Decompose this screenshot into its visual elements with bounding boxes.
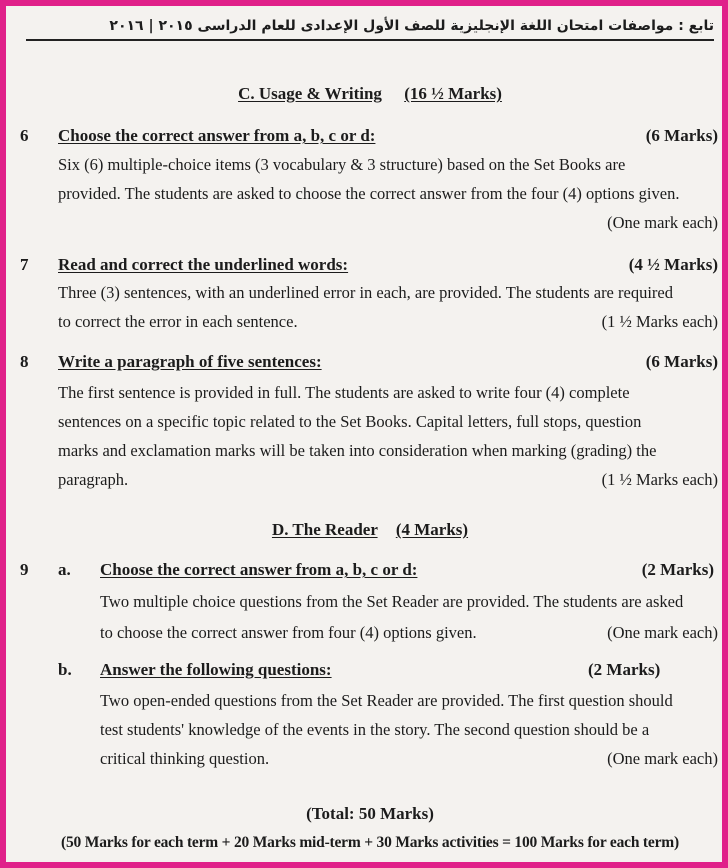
sub-item-letter: b. <box>58 660 72 679</box>
document-page <box>12 12 728 868</box>
item-number: 9 <box>20 560 29 579</box>
sub-item-note: (One mark each) <box>607 623 718 642</box>
item-heading: Read and correct the underlined words: <box>58 255 349 274</box>
item-number: 6 <box>20 126 29 145</box>
sub-item-heading-row <box>100 560 714 580</box>
total-marks: (Total: 50 Marks) <box>306 804 434 823</box>
sub-item-note: (One mark each) <box>607 749 718 768</box>
item-note: (1 ½ Marks each) <box>601 470 718 489</box>
item-line-with-note <box>58 307 718 336</box>
item-line: paragraph. <box>58 470 129 489</box>
sub-item-marks: (2 Marks) <box>588 660 661 679</box>
item-note: (1 ½ Marks each) <box>601 312 718 331</box>
sub-item-line: Two multiple choice questions from the Set Reader are provided. The students are asked <box>100 592 684 611</box>
marks-breakdown: (50 Marks for each term + 20 Marks mid-term + 30 Marks activities = 100 Marks for each term) <box>61 834 679 851</box>
section-c-title <box>12 84 728 104</box>
section-d-marks: (4 Marks) <box>395 520 469 539</box>
sub-item-marks: (2 Marks) <box>641 560 714 579</box>
item-body <box>58 150 718 237</box>
item-line-with-note <box>58 465 718 494</box>
item-marks: (6 Marks) <box>645 352 718 371</box>
item-line: to correct the error in each sentence. <box>58 312 298 331</box>
item-line: provided. The students are asked to choose the correct answer from the four (4) options given. <box>58 184 680 203</box>
item-number: 8 <box>20 352 29 371</box>
item-line: sentences on a specific topic related to the Set Books. Capital letters, full stops, question <box>58 412 642 431</box>
item-heading-row <box>58 352 718 372</box>
sub-item-letter: a. <box>58 560 71 579</box>
sub-item-line: Two open-ended questions from the Set Reader are provided. The first question should <box>100 691 673 710</box>
item-line: The first sentence is provided in full. The students are asked to write four (4) complete <box>58 383 630 402</box>
item-body <box>58 378 718 494</box>
item-note: (One mark each) <box>607 213 718 232</box>
item-marks: (6 Marks) <box>645 126 718 145</box>
sub-item-heading <box>100 660 332 680</box>
sub-item-heading: Choose the correct answer from a, b, c or d: <box>100 560 418 579</box>
section-d-name: D. The Reader <box>271 520 378 539</box>
item-heading-row <box>58 255 718 275</box>
section-d-title <box>12 520 728 540</box>
sub-item-line-with-note <box>100 744 718 773</box>
sub-item-line-with-note <box>100 617 718 648</box>
sub-item-heading-text: Answer the following questions: <box>100 660 332 679</box>
item-body <box>58 278 718 336</box>
section-c-marks: (16 ½ Marks) <box>404 84 502 103</box>
item-line: Six (6) multiple-choice items (3 vocabulary & 3 structure) based on the Set Books are <box>58 155 626 174</box>
section-c-name: C. Usage & Writing <box>238 84 382 103</box>
item-line: Three (3) sentences, with an underlined error in each, are provided. The students are required <box>58 283 673 302</box>
item-heading-row <box>58 126 718 146</box>
item-number: 7 <box>20 255 29 274</box>
item-marks: (4 ½ Marks) <box>628 255 718 274</box>
sub-item-line: test students' knowledge of the events in the story. The second question should be a <box>100 720 650 739</box>
sub-item-line: critical thinking question. <box>100 749 270 768</box>
item-line: marks and exclamation marks will be taken into consideration when marking (grading) the <box>58 441 657 460</box>
sub-item-body <box>100 686 718 773</box>
arabic-header: تابع : مواصفات امتحان اللغة الإنجليزية للصف الأول الإعدادى للعام الدراسى ٢٠١٥ | ٢٠١٦ <box>26 18 714 41</box>
item-heading: Write a paragraph of five sentences: <box>58 352 322 371</box>
item-heading: Choose the correct answer from a, b, c or d: <box>58 126 376 145</box>
sub-item-line: to choose the correct answer from four (4) options given. <box>100 623 477 642</box>
sub-item-body <box>100 586 718 648</box>
